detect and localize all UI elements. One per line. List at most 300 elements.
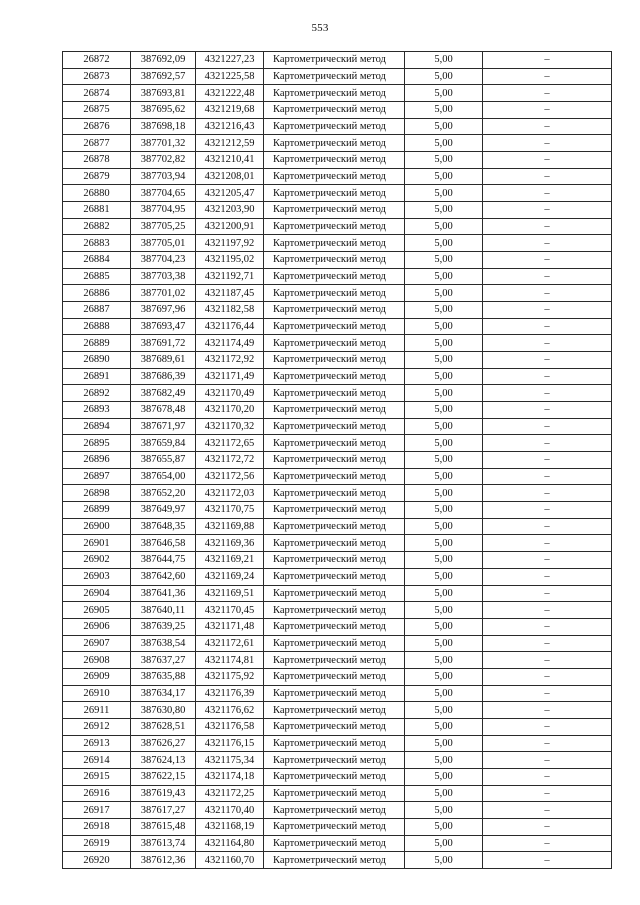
- method-cell: Картометрический метод: [264, 385, 405, 402]
- method-cell: Картометрический метод: [264, 68, 405, 85]
- note-cell: –: [483, 385, 612, 402]
- y-coordinate-cell: 4321208,01: [196, 168, 264, 185]
- note-cell: –: [483, 468, 612, 485]
- accuracy-cell: 5,00: [405, 652, 483, 669]
- accuracy-cell: 5,00: [405, 102, 483, 119]
- accuracy-cell: 5,00: [405, 185, 483, 202]
- x-coordinate-cell: 387628,51: [131, 718, 196, 735]
- x-coordinate-cell: 387615,48: [131, 818, 196, 835]
- y-coordinate-cell: 4321169,24: [196, 568, 264, 585]
- point-number-cell: 26915: [63, 768, 131, 785]
- table-row: [63, 102, 612, 119]
- x-coordinate-cell: 387613,74: [131, 835, 196, 852]
- point-number-cell: 26913: [63, 735, 131, 752]
- note-cell: –: [483, 118, 612, 135]
- x-coordinate-cell: 387703,38: [131, 268, 196, 285]
- table-row: [63, 752, 612, 769]
- note-cell: –: [483, 302, 612, 319]
- table-row: [63, 168, 612, 185]
- x-coordinate-cell: 387617,27: [131, 802, 196, 819]
- table-row: [63, 518, 612, 535]
- x-coordinate-cell: 387704,95: [131, 202, 196, 219]
- y-coordinate-cell: 4321174,81: [196, 652, 264, 669]
- y-coordinate-cell: 4321176,58: [196, 718, 264, 735]
- x-coordinate-cell: 387705,01: [131, 235, 196, 252]
- note-cell: –: [483, 252, 612, 269]
- table-row: [63, 602, 612, 619]
- accuracy-cell: 5,00: [405, 202, 483, 219]
- x-coordinate-cell: 387692,57: [131, 68, 196, 85]
- y-coordinate-cell: 4321174,18: [196, 768, 264, 785]
- accuracy-cell: 5,00: [405, 168, 483, 185]
- y-coordinate-cell: 4321171,48: [196, 618, 264, 635]
- point-number-cell: 26911: [63, 702, 131, 719]
- method-cell: Картометрический метод: [264, 568, 405, 585]
- y-coordinate-cell: 4321176,15: [196, 735, 264, 752]
- point-number-cell: 26892: [63, 385, 131, 402]
- method-cell: Картометрический метод: [264, 302, 405, 319]
- method-cell: Картометрический метод: [264, 118, 405, 135]
- note-cell: –: [483, 718, 612, 735]
- method-cell: Картометрический метод: [264, 602, 405, 619]
- method-cell: Картометрический метод: [264, 502, 405, 519]
- x-coordinate-cell: 387698,18: [131, 118, 196, 135]
- x-coordinate-cell: 387626,27: [131, 735, 196, 752]
- x-coordinate-cell: 387659,84: [131, 435, 196, 452]
- note-cell: –: [483, 352, 612, 369]
- accuracy-cell: 5,00: [405, 702, 483, 719]
- point-number-cell: 26896: [63, 452, 131, 469]
- table-row: [63, 852, 612, 869]
- point-number-cell: 26908: [63, 652, 131, 669]
- accuracy-cell: 5,00: [405, 518, 483, 535]
- x-coordinate-cell: 387637,27: [131, 652, 196, 669]
- accuracy-cell: 5,00: [405, 802, 483, 819]
- point-number-cell: 26884: [63, 252, 131, 269]
- x-coordinate-cell: 387646,58: [131, 535, 196, 552]
- method-cell: Картометрический метод: [264, 735, 405, 752]
- x-coordinate-cell: 387692,09: [131, 52, 196, 69]
- table-row: [63, 318, 612, 335]
- point-number-cell: 26877: [63, 135, 131, 152]
- y-coordinate-cell: 4321222,48: [196, 85, 264, 102]
- method-cell: Картометрический метод: [264, 52, 405, 69]
- accuracy-cell: 5,00: [405, 452, 483, 469]
- accuracy-cell: 5,00: [405, 268, 483, 285]
- method-cell: Картометрический метод: [264, 202, 405, 219]
- x-coordinate-cell: 387642,60: [131, 568, 196, 585]
- y-coordinate-cell: 4321195,02: [196, 252, 264, 269]
- point-number-cell: 26914: [63, 752, 131, 769]
- point-number-cell: 26918: [63, 818, 131, 835]
- x-coordinate-cell: 387641,36: [131, 585, 196, 602]
- y-coordinate-cell: 4321170,40: [196, 802, 264, 819]
- table-row: [63, 185, 612, 202]
- point-number-cell: 26895: [63, 435, 131, 452]
- table-row: [63, 135, 612, 152]
- y-coordinate-cell: 4321182,58: [196, 302, 264, 319]
- accuracy-cell: 5,00: [405, 785, 483, 802]
- coordinates-table: [62, 51, 612, 869]
- y-coordinate-cell: 4321169,88: [196, 518, 264, 535]
- x-coordinate-cell: 387622,15: [131, 768, 196, 785]
- x-coordinate-cell: 387703,94: [131, 168, 196, 185]
- table-row: [63, 268, 612, 285]
- point-number-cell: 26891: [63, 368, 131, 385]
- table-row: [63, 552, 612, 569]
- table-row: [63, 452, 612, 469]
- table-row: [63, 585, 612, 602]
- note-cell: –: [483, 685, 612, 702]
- table-row: [63, 252, 612, 269]
- x-coordinate-cell: 387705,25: [131, 218, 196, 235]
- note-cell: –: [483, 585, 612, 602]
- point-number-cell: 26905: [63, 602, 131, 619]
- x-coordinate-cell: 387701,02: [131, 285, 196, 302]
- x-coordinate-cell: 387644,75: [131, 552, 196, 569]
- note-cell: –: [483, 268, 612, 285]
- note-cell: –: [483, 602, 612, 619]
- accuracy-cell: 5,00: [405, 302, 483, 319]
- point-number-cell: 26920: [63, 852, 131, 869]
- method-cell: Картометрический метод: [264, 218, 405, 235]
- table-row: [63, 302, 612, 319]
- point-number-cell: 26873: [63, 68, 131, 85]
- note-cell: –: [483, 452, 612, 469]
- accuracy-cell: 5,00: [405, 485, 483, 502]
- x-coordinate-cell: 387704,23: [131, 252, 196, 269]
- point-number-cell: 26906: [63, 618, 131, 635]
- note-cell: –: [483, 402, 612, 419]
- note-cell: –: [483, 852, 612, 869]
- x-coordinate-cell: 387695,62: [131, 102, 196, 119]
- method-cell: Картометрический метод: [264, 368, 405, 385]
- accuracy-cell: 5,00: [405, 468, 483, 485]
- page-number: 553: [311, 22, 329, 34]
- note-cell: –: [483, 368, 612, 385]
- note-cell: –: [483, 185, 612, 202]
- table-row: [63, 285, 612, 302]
- point-number-cell: 26879: [63, 168, 131, 185]
- table-row: [63, 152, 612, 169]
- accuracy-cell: 5,00: [405, 685, 483, 702]
- point-number-cell: 26897: [63, 468, 131, 485]
- table-row: [63, 468, 612, 485]
- point-number-cell: 26886: [63, 285, 131, 302]
- y-coordinate-cell: 4321164,80: [196, 835, 264, 852]
- note-cell: –: [483, 535, 612, 552]
- accuracy-cell: 5,00: [405, 118, 483, 135]
- table-row: [63, 818, 612, 835]
- accuracy-cell: 5,00: [405, 402, 483, 419]
- coordinates-table-body: [63, 52, 612, 869]
- y-coordinate-cell: 4321170,75: [196, 502, 264, 519]
- point-number-cell: 26876: [63, 118, 131, 135]
- y-coordinate-cell: 4321175,34: [196, 752, 264, 769]
- method-cell: Картометрический метод: [264, 785, 405, 802]
- accuracy-cell: 5,00: [405, 735, 483, 752]
- table-row: [63, 85, 612, 102]
- accuracy-cell: 5,00: [405, 585, 483, 602]
- method-cell: Картометрический метод: [264, 235, 405, 252]
- method-cell: Картометрический метод: [264, 618, 405, 635]
- y-coordinate-cell: 4321169,21: [196, 552, 264, 569]
- note-cell: –: [483, 68, 612, 85]
- table-row: [63, 502, 612, 519]
- table-row: [63, 68, 612, 85]
- point-number-cell: 26917: [63, 802, 131, 819]
- y-coordinate-cell: 4321200,91: [196, 218, 264, 235]
- y-coordinate-cell: 4321172,92: [196, 352, 264, 369]
- y-coordinate-cell: 4321172,56: [196, 468, 264, 485]
- y-coordinate-cell: 4321219,68: [196, 102, 264, 119]
- y-coordinate-cell: 4321176,44: [196, 318, 264, 335]
- note-cell: –: [483, 218, 612, 235]
- method-cell: Картометрический метод: [264, 802, 405, 819]
- note-cell: –: [483, 335, 612, 352]
- y-coordinate-cell: 4321216,43: [196, 118, 264, 135]
- point-number-cell: 26903: [63, 568, 131, 585]
- point-number-cell: 26875: [63, 102, 131, 119]
- point-number-cell: 26910: [63, 685, 131, 702]
- method-cell: Картометрический метод: [264, 102, 405, 119]
- x-coordinate-cell: 387693,47: [131, 318, 196, 335]
- accuracy-cell: 5,00: [405, 602, 483, 619]
- method-cell: Картометрический метод: [264, 468, 405, 485]
- method-cell: Картометрический метод: [264, 402, 405, 419]
- note-cell: –: [483, 652, 612, 669]
- method-cell: Картометрический метод: [264, 718, 405, 735]
- method-cell: Картометрический метод: [264, 652, 405, 669]
- method-cell: Картометрический метод: [264, 452, 405, 469]
- x-coordinate-cell: 387693,81: [131, 85, 196, 102]
- point-number-cell: 26887: [63, 302, 131, 319]
- point-number-cell: 26901: [63, 535, 131, 552]
- x-coordinate-cell: 387639,25: [131, 618, 196, 635]
- method-cell: Картометрический метод: [264, 168, 405, 185]
- table-row: [63, 785, 612, 802]
- x-coordinate-cell: 387702,82: [131, 152, 196, 169]
- point-number-cell: 26881: [63, 202, 131, 219]
- method-cell: Картометрический метод: [264, 135, 405, 152]
- point-number-cell: 26909: [63, 668, 131, 685]
- note-cell: –: [483, 502, 612, 519]
- method-cell: Картометрический метод: [264, 485, 405, 502]
- point-number-cell: 26894: [63, 418, 131, 435]
- y-coordinate-cell: 4321210,41: [196, 152, 264, 169]
- note-cell: –: [483, 418, 612, 435]
- x-coordinate-cell: 387638,54: [131, 635, 196, 652]
- y-coordinate-cell: 4321225,58: [196, 68, 264, 85]
- accuracy-cell: 5,00: [405, 418, 483, 435]
- x-coordinate-cell: 387619,43: [131, 785, 196, 802]
- accuracy-cell: 5,00: [405, 85, 483, 102]
- x-coordinate-cell: 387649,97: [131, 502, 196, 519]
- y-coordinate-cell: 4321176,39: [196, 685, 264, 702]
- y-coordinate-cell: 4321170,45: [196, 602, 264, 619]
- point-number-cell: 26889: [63, 335, 131, 352]
- accuracy-cell: 5,00: [405, 318, 483, 335]
- x-coordinate-cell: 387671,97: [131, 418, 196, 435]
- table-row: [63, 418, 612, 435]
- y-coordinate-cell: 4321174,49: [196, 335, 264, 352]
- y-coordinate-cell: 4321176,62: [196, 702, 264, 719]
- point-number-cell: 26883: [63, 235, 131, 252]
- table-row: [63, 652, 612, 669]
- table-row: [63, 235, 612, 252]
- y-coordinate-cell: 4321172,65: [196, 435, 264, 452]
- x-coordinate-cell: 387689,61: [131, 352, 196, 369]
- note-cell: –: [483, 635, 612, 652]
- y-coordinate-cell: 4321172,03: [196, 485, 264, 502]
- accuracy-cell: 5,00: [405, 335, 483, 352]
- y-coordinate-cell: 4321175,92: [196, 668, 264, 685]
- accuracy-cell: 5,00: [405, 368, 483, 385]
- note-cell: –: [483, 285, 612, 302]
- table-row: [63, 385, 612, 402]
- y-coordinate-cell: 4321172,72: [196, 452, 264, 469]
- table-row: [63, 802, 612, 819]
- table-row: [63, 635, 612, 652]
- method-cell: Картометрический метод: [264, 535, 405, 552]
- x-coordinate-cell: 387630,80: [131, 702, 196, 719]
- x-coordinate-cell: 387697,96: [131, 302, 196, 319]
- y-coordinate-cell: 4321172,25: [196, 785, 264, 802]
- point-number-cell: 26885: [63, 268, 131, 285]
- note-cell: –: [483, 752, 612, 769]
- accuracy-cell: 5,00: [405, 502, 483, 519]
- table-row: [63, 52, 612, 69]
- note-cell: –: [483, 552, 612, 569]
- accuracy-cell: 5,00: [405, 52, 483, 69]
- x-coordinate-cell: 387701,32: [131, 135, 196, 152]
- table-row: [63, 435, 612, 452]
- point-number-cell: 26919: [63, 835, 131, 852]
- accuracy-cell: 5,00: [405, 135, 483, 152]
- accuracy-cell: 5,00: [405, 352, 483, 369]
- x-coordinate-cell: 387654,00: [131, 468, 196, 485]
- point-number-cell: 26899: [63, 502, 131, 519]
- method-cell: Картометрический метод: [264, 668, 405, 685]
- y-coordinate-cell: 4321197,92: [196, 235, 264, 252]
- method-cell: Картометрический метод: [264, 635, 405, 652]
- note-cell: –: [483, 802, 612, 819]
- point-number-cell: 26916: [63, 785, 131, 802]
- accuracy-cell: 5,00: [405, 285, 483, 302]
- y-coordinate-cell: 4321170,20: [196, 402, 264, 419]
- point-number-cell: 26904: [63, 585, 131, 602]
- accuracy-cell: 5,00: [405, 435, 483, 452]
- point-number-cell: 26872: [63, 52, 131, 69]
- note-cell: –: [483, 702, 612, 719]
- method-cell: Картометрический метод: [264, 552, 405, 569]
- point-number-cell: 26893: [63, 402, 131, 419]
- table-row: [63, 685, 612, 702]
- note-cell: –: [483, 618, 612, 635]
- point-number-cell: 26907: [63, 635, 131, 652]
- point-number-cell: 26882: [63, 218, 131, 235]
- y-coordinate-cell: 4321205,47: [196, 185, 264, 202]
- method-cell: Картометрический метод: [264, 418, 405, 435]
- note-cell: –: [483, 52, 612, 69]
- method-cell: Картометрический метод: [264, 435, 405, 452]
- accuracy-cell: 5,00: [405, 535, 483, 552]
- y-coordinate-cell: 4321192,71: [196, 268, 264, 285]
- accuracy-cell: 5,00: [405, 552, 483, 569]
- accuracy-cell: 5,00: [405, 618, 483, 635]
- note-cell: –: [483, 568, 612, 585]
- note-cell: –: [483, 318, 612, 335]
- method-cell: Картометрический метод: [264, 835, 405, 852]
- table-row: [63, 835, 612, 852]
- note-cell: –: [483, 518, 612, 535]
- coordinates-table-container: [62, 51, 612, 869]
- note-cell: –: [483, 435, 612, 452]
- x-coordinate-cell: 387648,35: [131, 518, 196, 535]
- y-coordinate-cell: 4321212,59: [196, 135, 264, 152]
- method-cell: Картометрический метод: [264, 585, 405, 602]
- accuracy-cell: 5,00: [405, 152, 483, 169]
- point-number-cell: 26902: [63, 552, 131, 569]
- x-coordinate-cell: 387704,65: [131, 185, 196, 202]
- point-number-cell: 26878: [63, 152, 131, 169]
- method-cell: Картометрический метод: [264, 335, 405, 352]
- y-coordinate-cell: 4321169,36: [196, 535, 264, 552]
- x-coordinate-cell: 387655,87: [131, 452, 196, 469]
- method-cell: Картометрический метод: [264, 268, 405, 285]
- note-cell: –: [483, 168, 612, 185]
- y-coordinate-cell: 4321187,45: [196, 285, 264, 302]
- table-row: [63, 218, 612, 235]
- table-row: [63, 485, 612, 502]
- note-cell: –: [483, 735, 612, 752]
- note-cell: –: [483, 235, 612, 252]
- x-coordinate-cell: 387634,17: [131, 685, 196, 702]
- table-row: [63, 568, 612, 585]
- accuracy-cell: 5,00: [405, 218, 483, 235]
- table-row: [63, 668, 612, 685]
- y-coordinate-cell: 4321227,23: [196, 52, 264, 69]
- note-cell: –: [483, 485, 612, 502]
- x-coordinate-cell: 387686,39: [131, 368, 196, 385]
- x-coordinate-cell: 387682,49: [131, 385, 196, 402]
- y-coordinate-cell: 4321168,19: [196, 818, 264, 835]
- note-cell: –: [483, 818, 612, 835]
- note-cell: –: [483, 135, 612, 152]
- method-cell: Картометрический метод: [264, 152, 405, 169]
- y-coordinate-cell: 4321172,61: [196, 635, 264, 652]
- accuracy-cell: 5,00: [405, 752, 483, 769]
- x-coordinate-cell: 387624,13: [131, 752, 196, 769]
- method-cell: Картометрический метод: [264, 252, 405, 269]
- method-cell: Картометрический метод: [264, 185, 405, 202]
- point-number-cell: 26888: [63, 318, 131, 335]
- x-coordinate-cell: 387640,11: [131, 602, 196, 619]
- accuracy-cell: 5,00: [405, 385, 483, 402]
- x-coordinate-cell: 387635,88: [131, 668, 196, 685]
- y-coordinate-cell: 4321171,49: [196, 368, 264, 385]
- accuracy-cell: 5,00: [405, 768, 483, 785]
- point-number-cell: 26900: [63, 518, 131, 535]
- accuracy-cell: 5,00: [405, 852, 483, 869]
- table-row: [63, 718, 612, 735]
- accuracy-cell: 5,00: [405, 635, 483, 652]
- accuracy-cell: 5,00: [405, 718, 483, 735]
- accuracy-cell: 5,00: [405, 568, 483, 585]
- table-row: [63, 535, 612, 552]
- y-coordinate-cell: 4321170,32: [196, 418, 264, 435]
- point-number-cell: 26912: [63, 718, 131, 735]
